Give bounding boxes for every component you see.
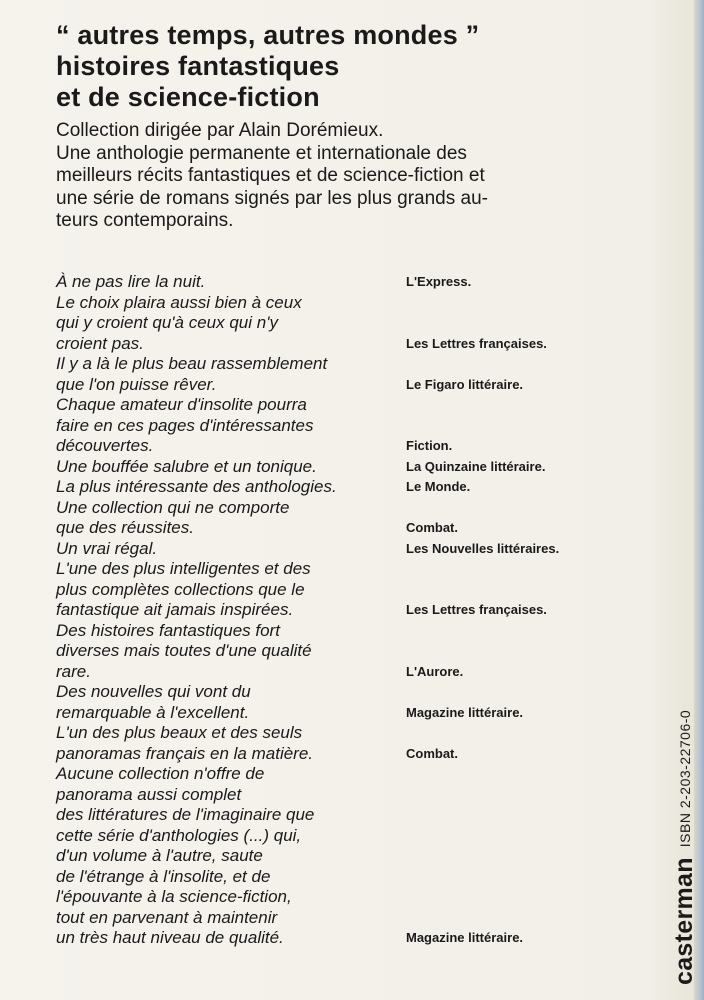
quote-line: Il y a là le plus beau rassemblement (56, 354, 328, 373)
quote-text (56, 723, 389, 764)
quote-line: À ne pas lire la nuit. (56, 272, 206, 291)
quote-text (56, 498, 389, 539)
press-quote (56, 723, 596, 764)
quote-source: Magazine littéraire. (406, 704, 524, 720)
quote-line: Aucune collection n'offre de (56, 764, 265, 783)
quote-text (56, 395, 389, 457)
quote-source: Combat. (406, 520, 458, 535)
quote-line: des littératures de l'imaginaire que (56, 805, 315, 824)
press-quote (56, 559, 596, 621)
quote-source: Les Lettres françaises. (406, 602, 547, 617)
quote-line: L'une des plus intelligentes et des (56, 559, 311, 578)
quote-line: diverses mais toutes d'une qualité (56, 641, 312, 660)
description-line: une série de romans signés par les plus grands au- (56, 187, 488, 209)
press-quotes (56, 272, 596, 949)
quote-text (56, 621, 389, 683)
press-quote (56, 682, 596, 723)
description-line: teurs contemporains. (56, 210, 234, 231)
quote-source: Fiction. (406, 438, 453, 453)
quote-line: panorama aussi complet (56, 784, 242, 804)
quote-line: remarquable à l'excellent. (56, 702, 250, 722)
press-quote (56, 498, 596, 539)
press-quote (56, 457, 596, 478)
quote-line: d'un volume à l'autre, saute (56, 846, 263, 865)
collection-header (56, 20, 616, 233)
quote-text (56, 559, 389, 621)
press-quote (56, 621, 596, 683)
collection-subtitle-line-2: et de science-fiction (56, 82, 320, 112)
quote-text (56, 764, 389, 949)
quote-line: tout en parvenant à maintenir (56, 907, 278, 927)
quote-line: que l'on puisse rêver. (56, 374, 217, 394)
quote-source: Magazine littéraire. (406, 930, 524, 945)
quote-text (56, 293, 389, 355)
isbn-number: ISBN 2-203-22706-0 (676, 709, 693, 848)
quote-line: Chaque amateur d'insolite pourra (56, 395, 307, 414)
quote-source: Combat. (406, 745, 458, 761)
quote-text (56, 539, 389, 560)
press-quote (56, 477, 596, 498)
quote-source: Le Figaro littéraire. (406, 376, 524, 392)
press-quote (56, 539, 596, 560)
press-quote (56, 354, 596, 395)
spine-imprint (670, 710, 699, 985)
quote-source: Le Monde. (406, 479, 471, 494)
quote-line: croient pas. (56, 333, 144, 353)
quote-line: découvertes. (56, 436, 154, 455)
press-quote (56, 395, 596, 457)
quote-source: L'Express. (406, 274, 472, 289)
quote-text (56, 477, 389, 498)
quote-source: Les Lettres françaises. (406, 335, 547, 351)
quote-line: panoramas français en la matière. (56, 743, 314, 763)
quote-line: Des nouvelles qui vont du (56, 682, 251, 701)
collection-description (56, 120, 616, 233)
publisher-name: casterman (670, 857, 698, 985)
description-line: Collection dirigée par Alain Dorémieux. (56, 120, 384, 141)
quote-line: Un vrai régal. (56, 538, 158, 558)
description-line: Une anthologie permanente et internationale des (56, 142, 467, 164)
quote-line: Une bouffée salubre et un tonique. (56, 456, 317, 476)
quote-source: L'Aurore. (406, 663, 464, 679)
quote-text (56, 457, 389, 478)
quote-line: un très haut niveau de qualité. (56, 928, 284, 947)
press-quote (56, 293, 596, 355)
quote-line: faire en ces pages d'intéressantes (56, 415, 314, 435)
quote-source: La Quinzaine littéraire. (406, 458, 546, 474)
quote-line: Des histoires fantastiques fort (56, 620, 280, 640)
press-quote (56, 272, 596, 293)
quote-line: Une collection qui ne comporte (56, 497, 290, 517)
quote-line: L'un des plus beaux et des seuls (56, 723, 303, 742)
quote-line: cette série d'anthologies (...) qui, (56, 825, 302, 845)
quote-text (56, 354, 389, 395)
quote-line: rare. (56, 661, 91, 681)
quote-line: fantastique ait jamais inspirées. (56, 600, 294, 619)
quote-line: qui y croient qu'à ceux qui n'y (56, 313, 278, 332)
description-line: meilleurs récits fantastiques et de science-fiction et (56, 165, 485, 186)
collection-subtitle-line-1: histoires fantastiques (56, 51, 340, 81)
quote-source: Les Nouvelles littéraires. (406, 540, 560, 556)
quote-line: de l'étrange à l'insolite, et de (56, 866, 271, 886)
quote-line: Le choix plaira aussi bien à ceux (56, 292, 302, 312)
quote-text (56, 272, 389, 293)
quote-text (56, 682, 389, 723)
collection-title: “ autres temps, autres mondes ” (56, 20, 480, 50)
quote-line: l'épouvante à la science-fiction, (56, 887, 292, 906)
quote-line: La plus intéressante des anthologies. (56, 477, 337, 496)
quote-line: plus complètes collections que le (56, 579, 305, 599)
press-quote (56, 764, 596, 949)
quote-line: que des réussites. (56, 518, 194, 537)
